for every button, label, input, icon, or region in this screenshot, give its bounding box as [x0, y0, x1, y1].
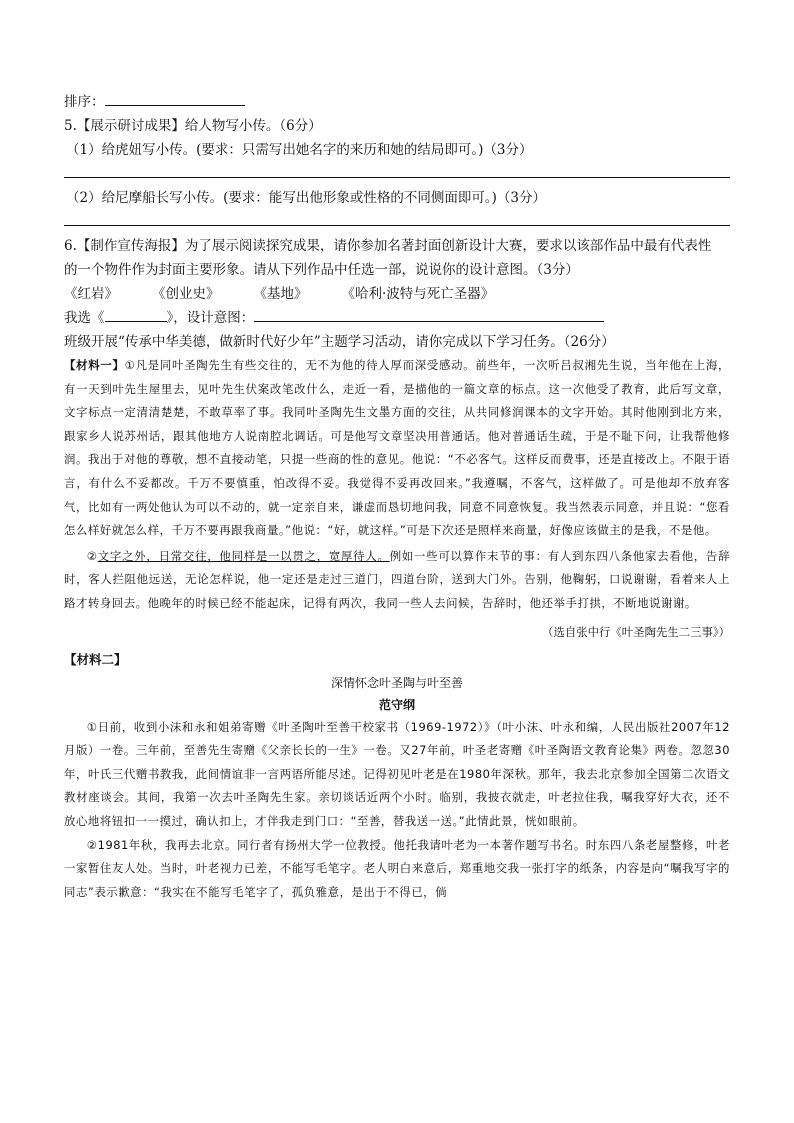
material-two-p1: ①日前，收到小沫和永和姐弟寄赠《叶圣陶叶至善干校家书（1969-1972）》（叶小沫、叶永和编，人民出版社2007年12月版）一卷。三年前，至善先生寄赠《父亲长长的一生》一卷。又27年前，叶圣老寄赠《叶圣陶语文教育论集》两卷。忽忽30年，叶氏三代赠书教我，此间情谊非一言两语所能尽述。记得初见叶老是在1980年深秋。那年，我去北京参加全国第二次语文教材座谈会。其间，我第一次去叶圣陶先生家。亲切谈话近两个小时。临别，我披衣就走，叶老拉住我，嘱我穿好大衣，还不放心地将钮扣一一摸过，确认扣上，才伴我走到门口：“至善，替我送一送。”此情此景，恍如眼前。	[64, 719, 730, 828]
material-one-p2-text: 例如一些可以算作末节的事：有人到东四八条他家去看他，告辞时，客人拦阻他远送，无论怎样说，他一定还是走过三道门，四道台阶，送到大门外。告别，他鞠躬，口说谢谢，看着来人上路才转身回去。他晚年的时候已经不能起床，记得有两次，我同一些人去问候，告辞时，他还举手打拱，不断地说谢谢。	[64, 548, 731, 610]
q5-sub2: （2）给尼摩船长写小传。(要求：能写出他形象或性格的不同侧面即可。)（3分）	[66, 190, 546, 206]
material-one-p1-text: ①凡是同叶圣陶先生有些交往的，无不为他的待人厚而深受感动。前些年，一次听吕叔湘先生说，当年他在上海，有一天到叶先生屋里去，见叶先生伏案改笔改什么，走近一看，是描他的一篇文章的标点。这一次他受了教育，此后写文章，文字标点一定清清楚楚，不敢草率了事。我同叶圣陶先生文墨方面的交往，从共同修润课本的文字开始。其时他刚到北方来，跟家乡人说苏州话，跟其他地方人说南腔北调话。可是他写文章坚决用普通话。他对普通话生疏，于是不耻下问，让我帮他修润。我出于对他的尊敬，想不直接动笔，只提一些商的性的意见。他说：“不必客气。这样反而费事，还是直接改上。不限于语言，有什么不妥都改。千万不要慎重，怕改得不妥。我觉得不妥再改回来。”我遵嘱，不客气，这样做了。可是他却不放弃客气，比如有一两处他认为可以不动的，就一定亲自来，谦虚而恳切地问我，同意不同意恢复。我当然表示同意，并且说：“您看怎么样好就怎么样，千万不要再跟我商量。”他说：“好，就这样。”可是下次还是照样来商量，好像应该做主的是我，不是他。	[64, 358, 730, 538]
material-two-p2: ②1981年秋，我再去北京。同行者有扬州大学一位教授。他托我请叶老为一本著作题写书名。时东四八条老屋整修，叶老一家暂住友人处。当时，叶老视力已差，不能写毛笔字。老人明白来意后，郑重地交我一张打字的纸条，内容是向“嘱我写字的同志”表示歉意：“我实在不能写毛笔字了，孤负雅意，是出于不得已，倘	[64, 837, 730, 899]
material-two-label: 【材料二】	[64, 651, 127, 667]
material-one-label: 【材料一】	[64, 358, 125, 372]
q6-title-line1: 6.【制作宣传海报】为了展示阅读探究成果，请你参加名著封面创新设计大赛，要求以该部作品中最有代表性	[64, 238, 712, 254]
material-two-author: 范守纲	[378, 697, 415, 712]
book-option: 《红岩》	[64, 286, 118, 302]
material-one	[64, 354, 730, 616]
material-one-p2-underlined: 文字之外，日常交往，他同样是一以贯之，宽厚待人。	[97, 548, 390, 563]
q5-sub1-answer-line[interactable]	[64, 176, 730, 178]
material-one-p2	[64, 545, 730, 616]
q6-choose-line	[64, 306, 730, 330]
task-intro: 班级开展“传承中华美德，做新时代好少年”主题学习活动，请你完成以下学习任务。（26分）	[64, 334, 615, 350]
exam-page	[64, 90, 730, 904]
q4-sort-line	[64, 90, 730, 114]
material-one-source: （选自张中行《叶圣陶先生二三事》）	[542, 624, 730, 639]
book-option: 《创业史》	[152, 286, 220, 302]
material-two	[64, 716, 730, 905]
material-one-p1	[64, 354, 730, 543]
material-one-p2-number: ②	[86, 548, 98, 563]
q5-title: 5.【展示研讨成果】给人物写小传。（6分）	[64, 118, 322, 134]
q5-sub2-answer-line[interactable]	[64, 224, 730, 226]
q6-book-list	[64, 282, 730, 306]
q4-answer-blank[interactable]	[105, 91, 245, 106]
q6-book-blank[interactable]	[105, 307, 167, 322]
q6-intent-blank[interactable]	[254, 307, 604, 322]
material-two-title: 深情怀念叶圣陶与叶至善	[330, 675, 463, 690]
q6-choose-suffix: 》，设计意图：	[166, 310, 255, 326]
book-option: 《基地》	[253, 286, 308, 302]
q6-title-line2: 的一个物件作为封面主要形象。请从下列作品中任选一部，说说你的设计意图。（3分）	[64, 262, 579, 278]
book-option: 《哈利·波特与死亡圣器》	[341, 286, 495, 302]
q6-choose-prefix: 我选《	[64, 310, 105, 326]
q4-sort-label: 排序：	[64, 94, 105, 110]
q5-sub1: （1）给虎妞写小传。(要求：只需写出她名字的来历和她的结局即可。)（3分）	[66, 142, 533, 158]
